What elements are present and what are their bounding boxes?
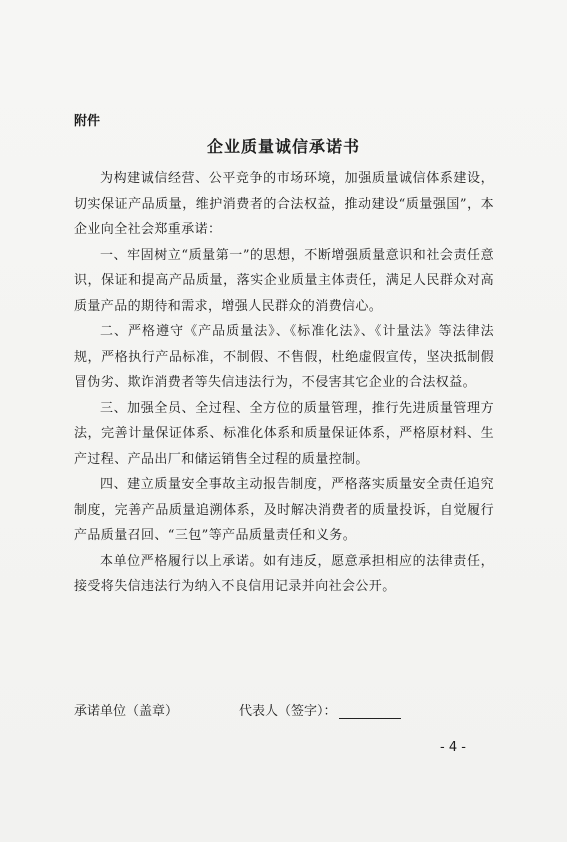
paragraph-2: 二、严格遵守《产品质量法》、《标准化法》、《计量法》等法律法规，严格执行产品标准，不制假、不售假，杜绝虚假宣传，坚决抵制假冒伪劣、欺诈消费者等失信违法行为，不侵害其它企业的合法权益。 — [74, 324, 494, 390]
signature-row — [74, 700, 494, 719]
representative-block — [239, 700, 401, 719]
document-title: 企业质量诚信承诺书 — [206, 137, 360, 156]
document-body — [74, 166, 494, 600]
paragraph-intro: 为构建诚信经营、公平竞争的市场环境，加强质量诚信体系建设，切实保证产品质量，维护消费者的合法权益，推动建设“质量强国”，本企业向全社会郑重承诺： — [74, 171, 494, 237]
paragraph-4: 四、建立质量安全事故主动报告制度，严格落实质量安全责任追究制度，完善产品质量追溯体系，及时解决消费者的质量投诉，自觉履行产品质量召回、“三包”等产品质量责任和义务。 — [74, 477, 494, 543]
paragraph-closing: 本单位严格履行以上承诺。如有违反，愿意承担相应的法律责任，接受将失信违法行为纳入不良信用记录并向社会公开。 — [74, 553, 494, 594]
page-number: - 4 - — [440, 740, 466, 755]
representative-label: 代表人（签字）： — [239, 704, 337, 719]
unit-seal-label: 承诺单位（盖章） — [74, 704, 179, 719]
attachment-label: 附件 — [74, 114, 101, 129]
signature-line — [339, 706, 401, 719]
paragraph-1: 一、牢固树立“质量第一”的思想，不断增强质量意识和社会责任意识，保证和提高产品质量，落实企业质量主体责任，满足人民群众对高质量产品的期待和需求，增强人民群众的消费信心。 — [74, 247, 494, 314]
paragraph-3: 三、加强全员、全过程、全方位的质量管理，推行先进质量管理方法，完善计量保证体系、标准化体系和质量保证体系，严格原材料、生产过程、产品出厂和储运销售全过程的质量控制。 — [74, 400, 494, 467]
